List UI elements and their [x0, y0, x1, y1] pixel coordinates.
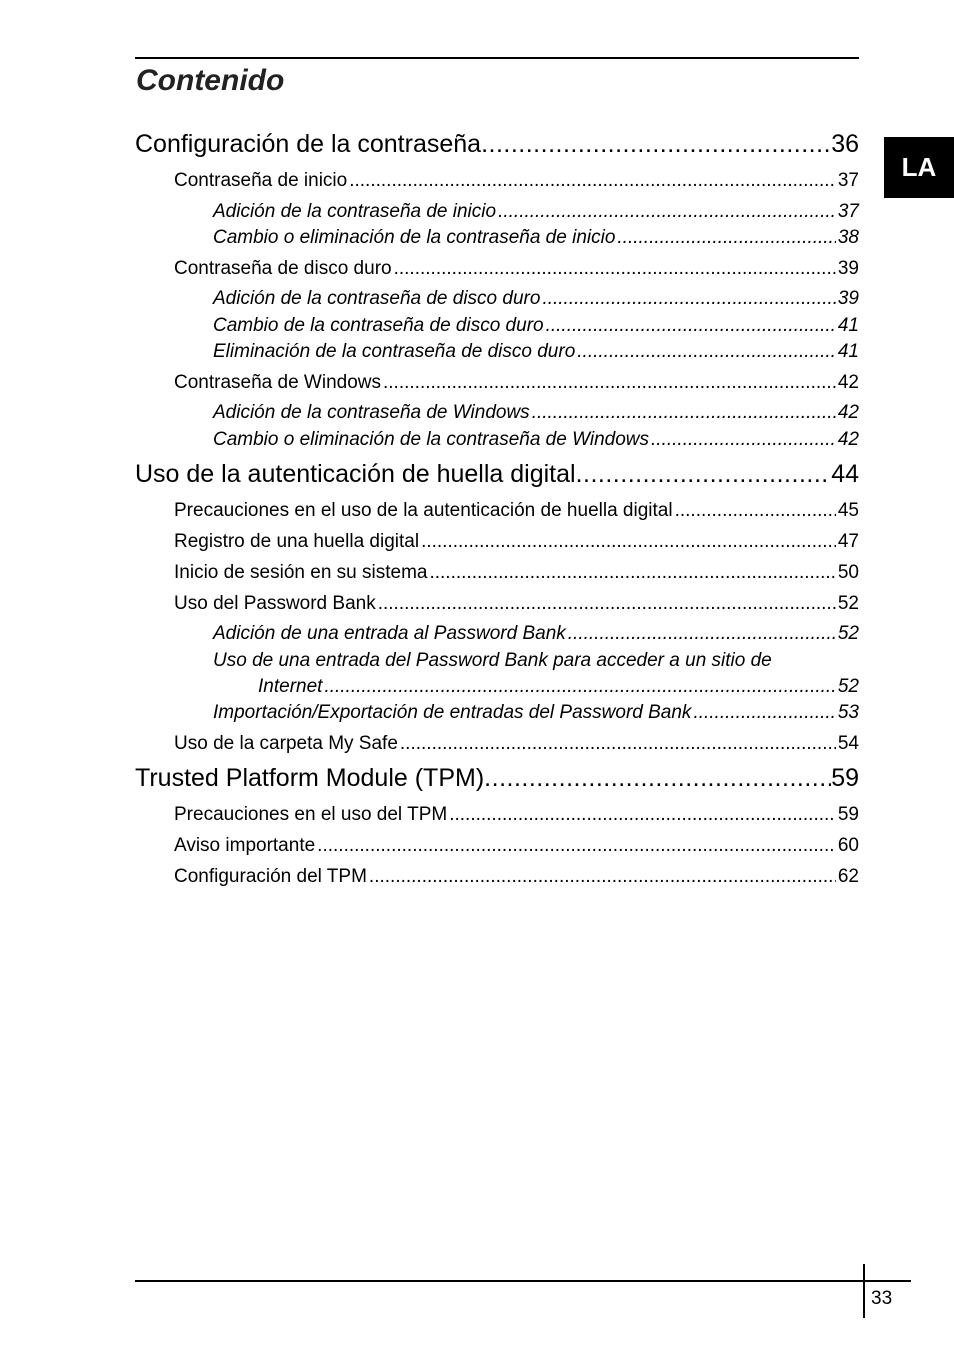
- toc-page-number: 52: [837, 623, 859, 644]
- toc-page-number: 54: [837, 733, 859, 754]
- toc-page-number: 59: [837, 804, 859, 825]
- toc-page-number: 44: [831, 460, 859, 488]
- toc-entry-label: Eliminación de la contraseña de disco duro: [213, 341, 576, 362]
- toc-entry-label: Configuración del TPM: [174, 866, 367, 887]
- toc-entry[interactable]: [213, 702, 859, 724]
- toc-entry-label: Contraseña de Windows: [174, 372, 381, 393]
- toc-page-number: 39: [837, 288, 859, 309]
- toc-leader-dots: [546, 315, 836, 337]
- toc-page-number: 52: [837, 593, 859, 614]
- toc-leader-dots: [498, 201, 836, 223]
- toc-entry-label: Configuración de la contraseña: [135, 130, 482, 158]
- toc-page-number: 50: [837, 562, 859, 583]
- toc-leader-dots: [542, 288, 835, 310]
- toc-entry[interactable]: [213, 227, 859, 249]
- toc-page-number: 53: [837, 702, 859, 723]
- toc-entry-label: Adición de una entrada al Password Bank: [213, 623, 566, 644]
- toc-leader-dots: [383, 372, 836, 394]
- page-number: 33: [871, 1288, 893, 1309]
- toc-page-number: 45: [837, 500, 859, 521]
- toc-leader-dots: [576, 460, 832, 489]
- toc-leader-dots: [617, 227, 835, 249]
- toc-entry-label: Uso del Password Bank: [174, 593, 376, 614]
- toc-leader-dots: [317, 835, 836, 857]
- toc-entry[interactable]: [174, 866, 859, 888]
- toc-entry[interactable]: [174, 372, 859, 394]
- toc-entry-label: Adición de la contraseña de disco duro: [213, 288, 541, 309]
- toc-entry[interactable]: [213, 623, 859, 645]
- toc-entry[interactable]: [213, 288, 859, 310]
- toc-section[interactable]: [135, 460, 859, 489]
- toc-page-number: 42: [837, 429, 859, 450]
- page-number-divider: [863, 1264, 865, 1318]
- toc-page-number: 59: [831, 764, 859, 792]
- toc-entry[interactable]: [258, 676, 859, 698]
- toc-entry-label: Contraseña de inicio: [174, 170, 348, 191]
- toc-entry[interactable]: [174, 733, 859, 755]
- toc-entry-label: Internet: [258, 676, 323, 697]
- toc-entry-label: Aviso importante: [174, 835, 316, 856]
- language-tab: LA: [884, 137, 954, 198]
- toc-entry-label: Cambio de la contraseña de disco duro: [213, 315, 544, 336]
- toc-entry-label: Trusted Platform Module (TPM): [135, 764, 485, 792]
- toc-entry[interactable]: [213, 201, 859, 223]
- toc-entry-line[interactable]: Uso de una entrada del Password Bank para acceder a un sitio de: [213, 650, 772, 671]
- toc-leader-dots: [675, 500, 836, 522]
- toc-entry-label: Contraseña de disco duro: [174, 258, 392, 279]
- toc-leader-dots: [693, 702, 835, 724]
- toc-entry[interactable]: [174, 593, 859, 615]
- toc-page-number: 37: [837, 170, 859, 191]
- toc-entry[interactable]: [174, 835, 859, 857]
- toc-page-number: 47: [837, 531, 859, 552]
- toc-entry[interactable]: [213, 402, 859, 424]
- toc-entry[interactable]: [213, 341, 859, 363]
- toc-leader-dots: [324, 676, 835, 698]
- toc-page-number: 41: [837, 315, 859, 336]
- toc-leader-dots: [421, 531, 836, 553]
- toc-leader-dots: [369, 866, 836, 888]
- toc-entry-label: Adición de la contraseña de Windows: [213, 402, 530, 423]
- toc-entry-label: Uso de la autenticación de huella digital: [135, 460, 576, 488]
- toc-leader-dots: [481, 130, 831, 159]
- toc-entry[interactable]: [174, 804, 859, 826]
- toc-leader-dots: [651, 429, 836, 451]
- page-title: Contenido: [136, 64, 285, 97]
- toc-section[interactable]: [135, 130, 859, 159]
- toc-leader-dots: [577, 341, 836, 363]
- toc-leader-dots: [484, 764, 831, 793]
- toc-entry-label: Uso de la carpeta My Safe: [174, 733, 398, 754]
- toc-entry[interactable]: [174, 258, 859, 280]
- toc-page-number: 60: [837, 835, 859, 856]
- toc-leader-dots: [532, 402, 836, 424]
- toc-leader-dots: [400, 733, 836, 755]
- toc-entry[interactable]: [174, 562, 859, 584]
- toc-entry[interactable]: [174, 500, 859, 522]
- toc-entry[interactable]: [213, 429, 859, 451]
- toc-entry-label: Precauciones en el uso de la autenticación de huella digital: [174, 500, 673, 521]
- toc-leader-dots: [429, 562, 835, 584]
- toc-section[interactable]: [135, 764, 859, 793]
- toc-page-number: 41: [837, 341, 859, 362]
- toc-entry[interactable]: [213, 315, 859, 337]
- toc-page-number: 38: [837, 227, 859, 248]
- toc-page-number: 62: [837, 866, 859, 887]
- toc-entry-label: Cambio o eliminación de la contraseña de inicio: [213, 227, 616, 248]
- toc-entry-label: Cambio o eliminación de la contraseña de Windows: [213, 429, 650, 450]
- toc-entry-label: Adición de la contraseña de inicio: [213, 201, 497, 222]
- toc-entry-label: Registro de una huella digital: [174, 531, 420, 552]
- toc-entry[interactable]: [174, 531, 859, 553]
- toc-page-number: 52: [837, 676, 859, 697]
- toc-entry-label: Inicio de sesión en su sistema: [174, 562, 428, 583]
- toc-page-number: 42: [837, 402, 859, 423]
- toc-page-number: 36: [831, 130, 859, 158]
- toc-leader-dots: [449, 804, 836, 826]
- toc-entry-label: Precauciones en el uso del TPM: [174, 804, 448, 825]
- bottom-rule: [135, 1280, 911, 1282]
- toc-page-number: 37: [837, 201, 859, 222]
- toc-leader-dots: [568, 623, 836, 645]
- toc-leader-dots: [349, 170, 836, 192]
- toc-page-number: 39: [837, 258, 859, 279]
- toc-leader-dots: [378, 593, 836, 615]
- toc-leader-dots: [394, 258, 836, 280]
- toc-entry-label: Importación/Exportación de entradas del Password Bank: [213, 702, 692, 723]
- toc-entry[interactable]: [174, 170, 859, 192]
- toc-page-number: 42: [837, 372, 859, 393]
